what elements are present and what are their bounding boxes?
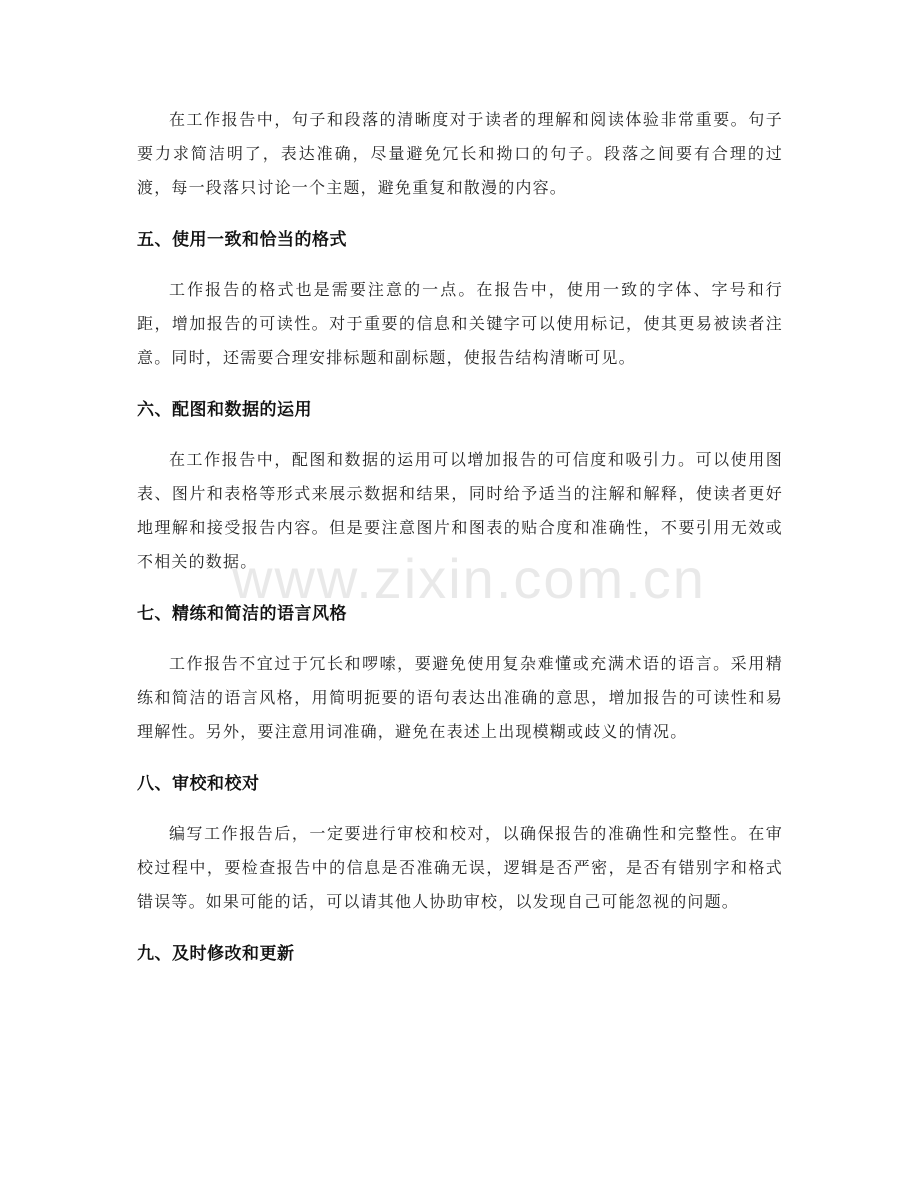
- section-heading-8: 八、审校和校对: [137, 774, 260, 794]
- watermark: www.zixin.com.cn: [232, 547, 706, 610]
- section-heading-5: 五、使用一致和恰当的格式: [137, 230, 347, 250]
- intro-paragraph: 在工作报告中，句子和段落的清晰度对于读者的理解和阅读体验非常重要。句子要力求简洁明了，表达准确，尽量避免冗长和拗口的句子。段落之间要有合理的过渡，每一段落只讨论一个主题，避免重复和散漫的内容。: [137, 110, 783, 197]
- section-heading-7: 七、精练和简洁的语言风格: [137, 604, 347, 624]
- section-paragraph-8: 编写工作报告后，一定要进行审校和校对，以确保报告的准确性和完整性。在审校过程中，要检查报告中的信息是否准确无误，逻辑是否严密，是否有错别字和格式错误等。如果可能的话，可以请其他人协助审校，以发现自己可能忽视的问题。: [137, 824, 783, 911]
- document-body: [137, 103, 783, 971]
- section-paragraph-7: 工作报告不宜过于冗长和啰嗦，要避免使用复杂难懂或充满术语的语言。采用精练和简洁的语言风格，用简明扼要的语句表达出准确的意思，增加报告的可读性和易理解性。另外，要注意用词准确，避免在表述上出现模糊或歧义的情况。: [137, 654, 783, 741]
- section-heading-6: 六、配图和数据的运用: [137, 400, 312, 420]
- section-paragraph-5: 工作报告的格式也是需要注意的一点。在报告中，使用一致的字体、字号和行距，增加报告的可读性。对于重要的信息和关键字可以使用标记，使其更易被读者注意。同时，还需要合理安排标题和副标题，使报告结构清晰可见。: [137, 280, 783, 367]
- section-heading-9: 九、及时修改和更新: [137, 944, 295, 964]
- section-paragraph-6: 在工作报告中，配图和数据的运用可以增加报告的可信度和吸引力。可以使用图表、图片和表格等形式来展示数据和结果，同时给予适当的注解和解释，使读者更好地理解和接受报告内容。但是要注意图片和图表的贴合度和准确性，不要引用无效或不相关的数据。: [137, 450, 783, 571]
